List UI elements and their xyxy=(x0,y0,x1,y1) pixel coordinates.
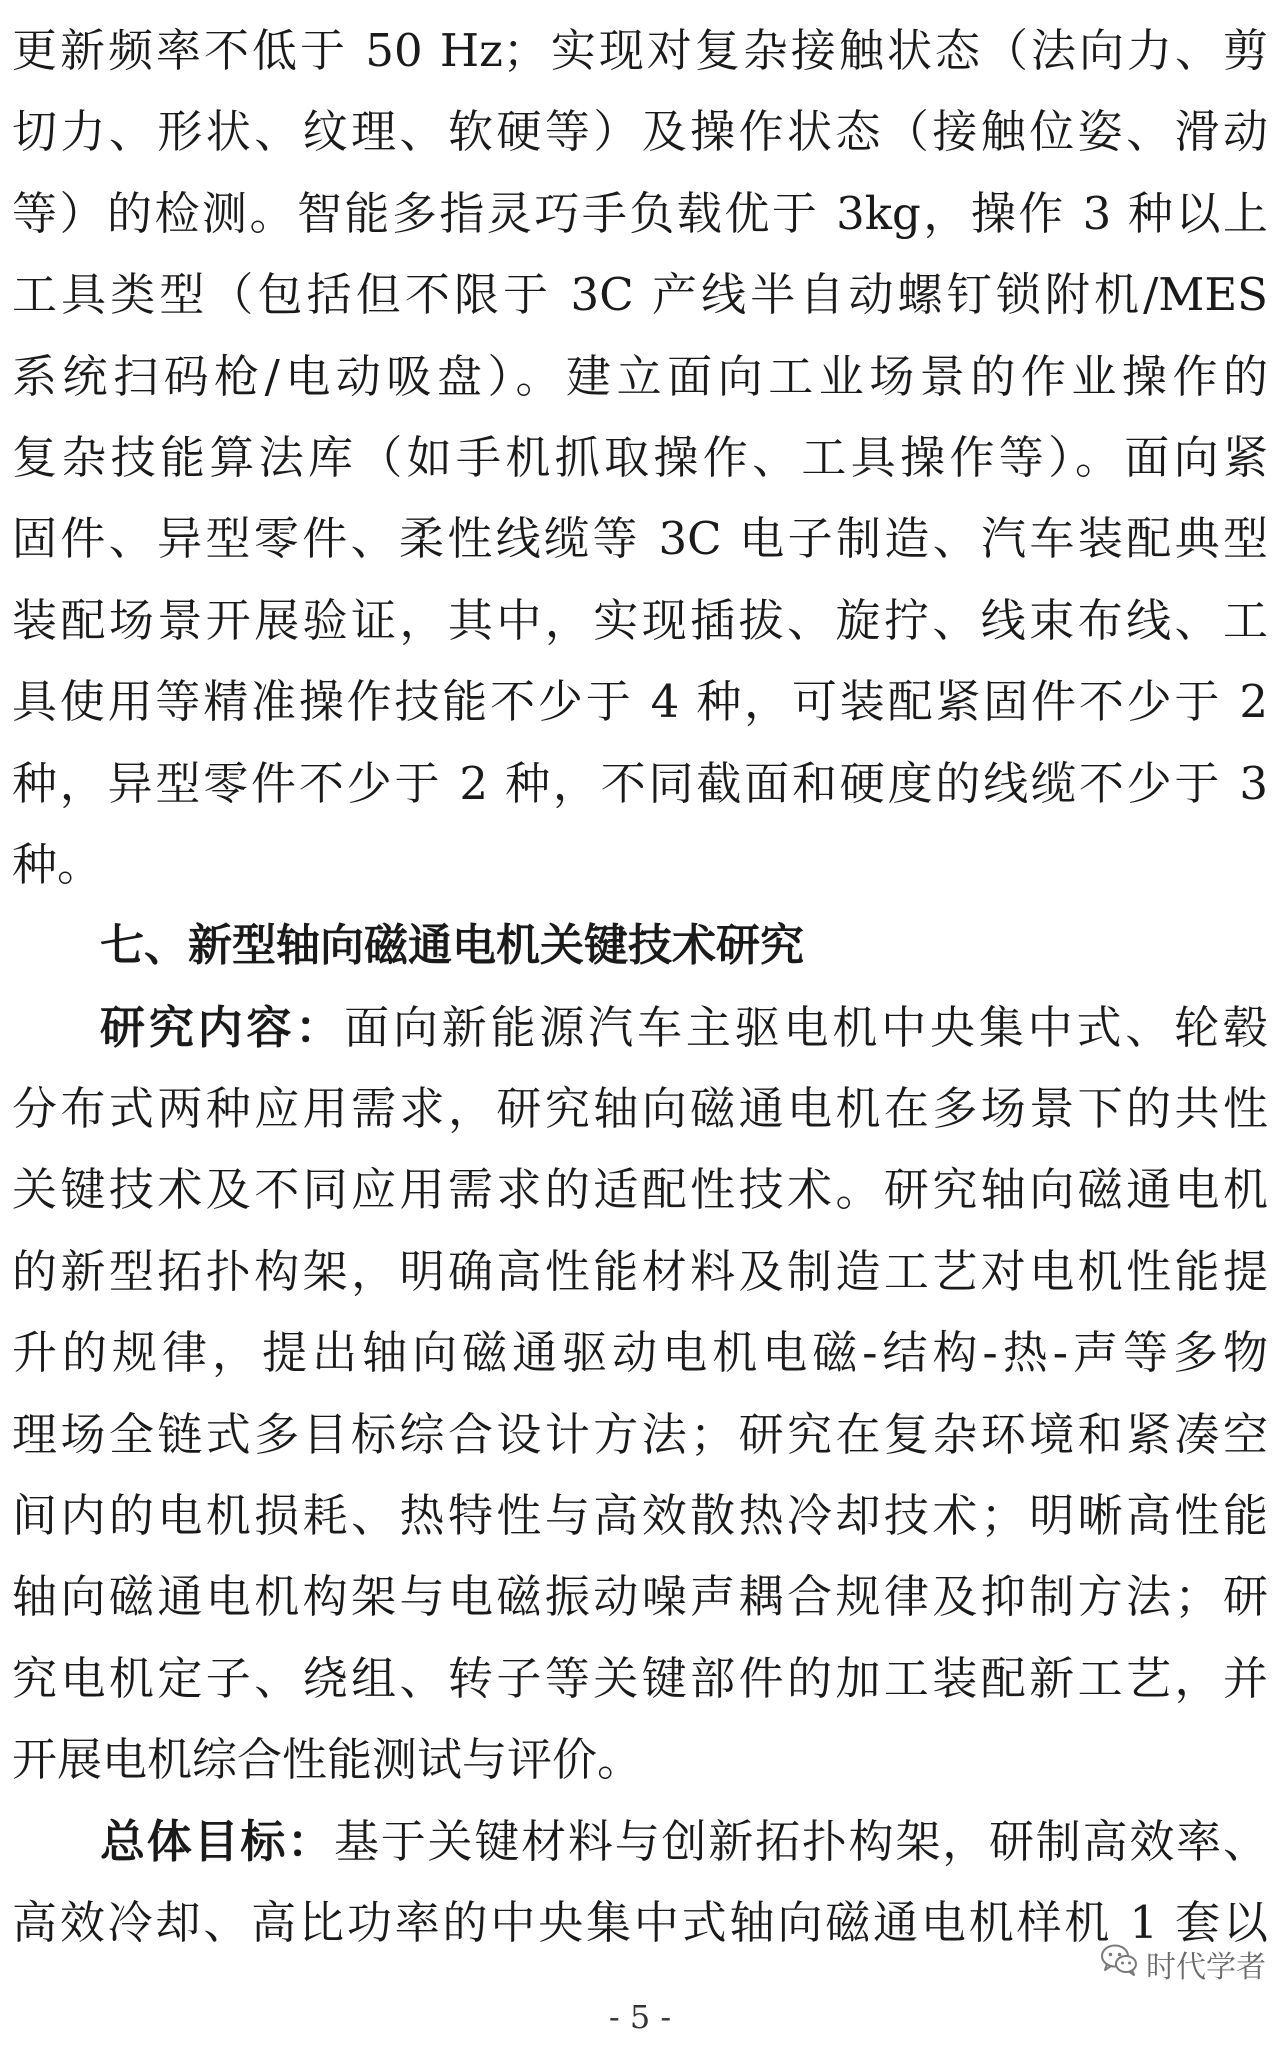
paragraph-line: 具使用等精准操作技能不少于 4 种，可装配紧固件不少于 2 xyxy=(12,675,1268,729)
paragraph-line: 更新频率不低于 50 Hz；实现对复杂接触状态（法向力、剪 xyxy=(12,24,1268,77)
paragraph-line: 工具类型（包括但不限于 3C 产线半自动螺钉锁附机/MES xyxy=(12,268,1268,322)
paragraph-line: 究电机定子、绕组、转子等关键部件的加工装配新工艺，并 xyxy=(12,1651,1268,1705)
paragraph-line: 高效冷却、高比功率的中央集中式轴向磁通电机样机 1 套以 xyxy=(12,1895,1268,1949)
goal-first-line xyxy=(12,1801,1268,1882)
body-text xyxy=(12,10,1268,1963)
paragraph-line: 种，异型零件不少于 2 种，不同截面和硬度的线缆不少于 3 xyxy=(12,756,1268,810)
paragraph-line: 开展电机综合性能测试与评价。 xyxy=(12,1733,643,1787)
paragraph-line: 固件、异型零件、柔性线缆等 3C 电子制造、汽车装配典型 xyxy=(12,512,1268,566)
paragraph-line: 系统扫码枪/电动吸盘）。建立面向工业场景的作业操作的 xyxy=(12,349,1268,403)
paragraph-line: 轴向磁通电机构架与电磁振动噪声耦合规律及抑制方法；研 xyxy=(12,1570,1268,1624)
paragraph-line: 理场全链式多目标综合设计方法；研究在复杂环境和紧凑空 xyxy=(12,1407,1268,1461)
paragraph-line: 等）的检测。智能多指灵巧手负载优于 3kg，操作 3 种以上 xyxy=(12,186,1268,240)
paragraph-line: 切力、形状、纹理、软硬等）及操作状态（接触位姿、滑动 xyxy=(12,105,1268,159)
wechat-icon xyxy=(1100,1943,1138,1985)
page-number: - 5 - xyxy=(608,1998,672,2036)
research-first-line xyxy=(12,987,1268,1068)
section-heading: 七、新型轴向磁通电机关键技术研究 xyxy=(100,920,804,972)
research-first-line-text: 面向新能源汽车主驱电机中央集中式、轮毂 xyxy=(344,1000,1268,1054)
paragraph-line: 的新型拓扑构架，明确高性能材料及制造工艺对电机性能提 xyxy=(12,1244,1268,1298)
paragraph-line: 种。 xyxy=(12,837,103,891)
goal-first-line-text: 基于关键材料与创新拓扑构架，研制高效率、 xyxy=(333,1814,1268,1868)
paragraph-line: 关键技术及不同应用需求的适配性技术。研究轴向磁通电机 xyxy=(12,1163,1268,1217)
watermark-text: 时代学者 xyxy=(1146,1950,1266,1985)
goal-label: 总体目标： xyxy=(100,1814,334,1868)
paragraph-line: 间内的电机损耗、热特性与高效散热冷却技术；明晰高性能 xyxy=(12,1489,1268,1543)
paragraph-line: 升的规律，提出轴向磁通驱动电机电磁-结构-热-声等多物 xyxy=(12,1326,1268,1380)
research-label: 研究内容： xyxy=(100,1000,345,1054)
paragraph-line: 装配场景开展验证，其中，实现插拔、旋拧、线束布线、工 xyxy=(12,593,1268,647)
paragraph-line: 复杂技能算法库（如手机抓取操作、工具操作等）。面向紧 xyxy=(12,430,1268,484)
watermark xyxy=(1100,1942,1266,1986)
paragraph-line: 分布式两种应用需求，研究轴向磁通电机在多场景下的共性 xyxy=(12,1082,1268,1136)
